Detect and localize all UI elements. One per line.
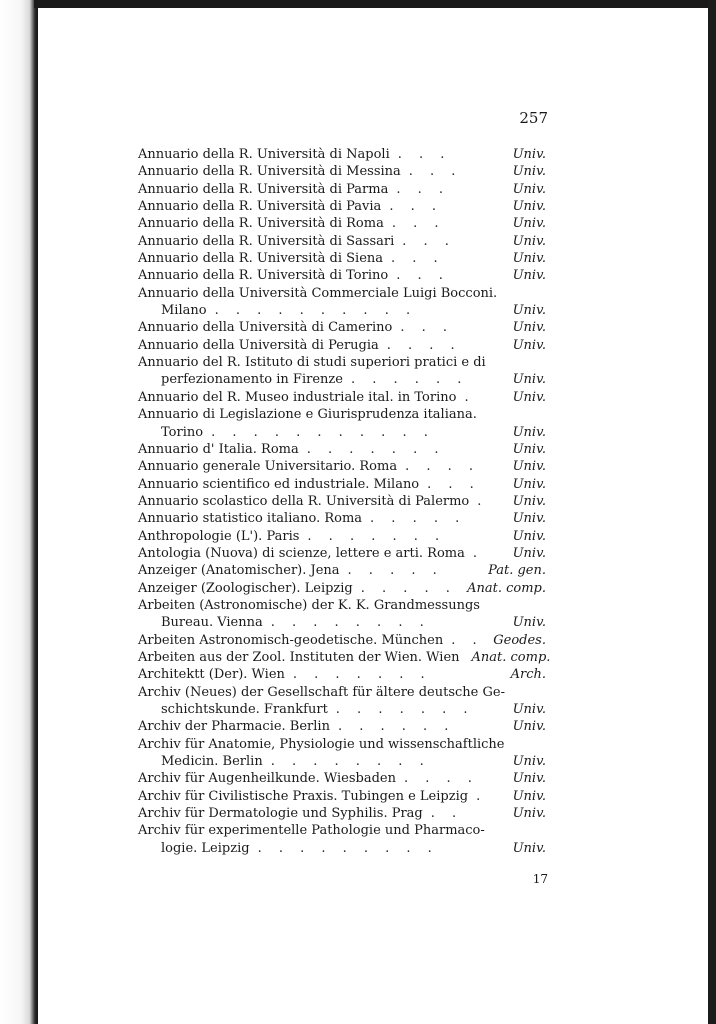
entry-line: [138, 580, 546, 597]
entry-line: [138, 770, 546, 787]
printer-signature-mark: 17: [532, 872, 548, 886]
entry-title: Milano: [161, 303, 207, 319]
entry-leader-dots: . . .: [400, 320, 454, 336]
entry-location-code: Univ.: [512, 372, 546, 388]
entry-title: Annuario della Università di Perugia: [138, 337, 379, 353]
entry-line: [138, 632, 546, 649]
entry-line: [138, 458, 546, 475]
entry-location-code: Univ.: [512, 199, 546, 215]
entry-line: [138, 736, 546, 753]
entry-leader-dots: .: [476, 788, 487, 804]
entry-line: [138, 666, 546, 683]
scan-left-edge: [0, 0, 38, 1024]
entry-line: [138, 493, 546, 510]
entry-title: Torino: [161, 424, 204, 440]
entry-location-code: Univ.: [512, 771, 546, 787]
entry-title: Annuario della Università di Camerino: [138, 320, 393, 336]
entry-leader-dots: . . .: [402, 233, 456, 249]
entry-location-code: Univ.: [512, 493, 546, 509]
entry-leader-dots: . . . . . .: [337, 719, 455, 735]
entry-location-code: Univ.: [512, 268, 546, 284]
entry-location-code: Anat. comp.: [467, 580, 546, 596]
entry-leader-dots: . . .: [427, 476, 481, 492]
entry-title: Antologia (Nuova) di scienze, lettere e arti. Roma: [138, 545, 465, 561]
entry-title: Annuario della R. Università di Parma: [138, 181, 389, 197]
entry-location-code: Geodes.: [493, 632, 546, 648]
entry-leader-dots: . . . . . .: [350, 372, 468, 388]
entry-leader-dots: . . .: [397, 147, 451, 162]
entry-location-code: Univ.: [512, 320, 546, 336]
entry-title: Arbeiten Astronomisch-geodetische. München: [138, 632, 444, 648]
entry-location-code: Univ.: [512, 528, 546, 544]
entry-title: Medicin. Berlin: [161, 754, 263, 770]
entry-leader-dots: . . . . . . . . . .: [214, 303, 417, 319]
entry-title: Archiv für Dermatologie und Syphilis. Prag: [138, 806, 423, 822]
entry-leader-dots: .: [464, 389, 476, 405]
entry-title: Anzeiger (Anatomischer). Jena: [138, 563, 340, 579]
entry-line: [138, 215, 546, 232]
entry-leader-dots: . . .: [391, 216, 446, 232]
entry-line: [138, 285, 546, 302]
entry-title: Archiv für experimentelle Pathologie und Pharmaco-: [138, 823, 485, 839]
entry-title: Annuario generale Universitario. Roma: [138, 459, 398, 475]
entry-location-code: Univ.: [512, 476, 546, 492]
entry-line: [138, 476, 546, 493]
entry-title: schichtskunde. Frankfurt: [161, 702, 328, 717]
entry-title: Annuario della R. Università di Napoli: [138, 147, 390, 162]
entry-title: Arbeiten aus der Zool. Instituten der Wien. Wien: [138, 649, 460, 665]
entry-leader-dots: . . .: [396, 181, 450, 197]
entry-line: [138, 389, 546, 406]
entry-leader-dots: . . . . .: [370, 511, 466, 527]
entry-leader-dots: . . . . . . .: [306, 441, 445, 457]
entry-title: logie. Leipzig: [161, 840, 250, 856]
entry-line: [138, 198, 546, 215]
entry-line: [138, 146, 546, 163]
entry-title: Archiv (Neues) der Gesellschaft für ältere deutsche Ge-: [138, 684, 505, 700]
entry-title: Annuario della R. Università di Roma: [138, 216, 384, 232]
entry-line: [138, 406, 546, 423]
entry-line: [138, 788, 546, 805]
entry-leader-dots: . .: [451, 632, 484, 648]
entry-leader-dots: . . . . .: [360, 580, 457, 596]
entry-title: Architektt (Der). Wien: [138, 667, 285, 683]
entry-leader-dots: .: [477, 493, 488, 509]
entry-title: Archiv für Augenheilkunde. Wiesbaden: [138, 771, 396, 787]
entry-title: perfezionamento in Firenze: [161, 372, 343, 388]
entry-continuation-line: [138, 701, 546, 718]
entry-location-code: Univ.: [512, 424, 546, 440]
entry-location-code: Univ.: [512, 511, 546, 527]
entry-leader-dots: . . .: [408, 164, 462, 180]
entry-line: [138, 337, 546, 354]
entry-location-code: Univ.: [512, 545, 546, 561]
entry-location-code: Univ.: [512, 615, 546, 631]
entry-location-code: Univ.: [512, 337, 546, 353]
entry-title: Annuario statistico italiano. Roma: [138, 511, 363, 527]
entry-location-code: Arch.: [510, 667, 546, 683]
entry-location-code: Univ.: [512, 251, 546, 267]
entry-title: Annuario di Legislazione e Giurisprudenza italiana.: [138, 407, 477, 423]
entry-title: Annuario d' Italia. Roma: [138, 441, 299, 457]
entry-leader-dots: . . . . . . . .: [270, 754, 431, 770]
entry-leader-dots: . . . . .: [347, 563, 444, 579]
entry-line: [138, 805, 546, 822]
entry-leader-dots: . . .: [389, 199, 443, 215]
entry-location-code: Univ.: [512, 441, 546, 457]
entry-location-code: Univ.: [512, 303, 546, 319]
entry-continuation-line: [138, 614, 546, 631]
entry-title: Annuario della R. Università di Pavia: [138, 199, 382, 215]
entry-line: [138, 267, 546, 284]
entry-continuation-line: [138, 371, 546, 388]
entry-line: [138, 181, 546, 198]
entry-title: Annuario del R. Istituto di studi superiori pratici e di: [138, 355, 486, 371]
entry-leader-dots: . . . .: [403, 771, 479, 787]
entry-title: Anthropologie (L'). Paris: [138, 528, 300, 544]
entry-title: Annuario scolastico della R. Università di Palermo: [138, 493, 470, 509]
entry-title: Annuario della R. Università di Sassari: [138, 233, 395, 249]
entry-title: Annuario della R. Università di Messina: [138, 164, 401, 180]
entry-line: [138, 528, 546, 545]
entry-leader-dots: . . . . . . . .: [270, 615, 431, 631]
entry-title: Anzeiger (Zoologischer). Leipzig: [138, 580, 353, 596]
entry-leader-dots: . . . . . . . . .: [257, 840, 439, 856]
entry-leader-dots: . . .: [396, 268, 450, 284]
entry-line: [138, 684, 546, 701]
scan-top-border: [34, 0, 708, 8]
entry-location-code: Univ.: [512, 719, 546, 735]
entry-leader-dots: . .: [430, 806, 463, 822]
entry-continuation-line: [138, 302, 546, 319]
entry-line: [138, 163, 546, 180]
entry-leader-dots: .: [472, 545, 484, 561]
entry-line: [138, 562, 546, 579]
entry-leader-dots: . . . . . . . . . . .: [211, 424, 435, 440]
entry-location-code: Univ.: [512, 389, 546, 405]
entry-line: [138, 319, 546, 336]
entry-location-code: Univ.: [512, 702, 546, 717]
entry-line: [138, 718, 546, 735]
entry-line: [138, 649, 551, 666]
entry-title: Arbeiten (Astronomische) der K. K. Grandmessungs: [138, 597, 480, 613]
entry-location-code: Anat. comp.: [471, 649, 551, 665]
entry-title: Archiv der Pharmacie. Berlin: [138, 719, 330, 735]
entry-title: Annuario del R. Museo industriale ital. in Torino: [138, 389, 457, 405]
entry-leader-dots: . . . . . . .: [292, 667, 432, 683]
scan-right-edge: [708, 0, 716, 1024]
entry-leader-dots: . . . .: [405, 459, 480, 475]
entry-leader-dots: . . . .: [386, 337, 462, 353]
entry-line: [138, 597, 546, 614]
entry-continuation-line: [138, 840, 546, 857]
entry-location-code: Univ.: [512, 181, 546, 197]
entry-leader-dots: . . .: [391, 251, 445, 267]
entry-location-code: Univ.: [512, 788, 546, 804]
entry-location-code: Univ.: [512, 216, 546, 232]
page-number: 257: [519, 109, 548, 127]
entry-title: Bureau. Vienna: [161, 615, 263, 631]
entry-leader-dots: . . . . . . .: [307, 528, 446, 544]
entry-title: Annuario della R. Università di Siena: [138, 251, 384, 267]
entry-line: [138, 510, 546, 527]
entry-line: [138, 545, 546, 562]
entry-continuation-line: [138, 424, 546, 441]
entry-location-code: Univ.: [512, 806, 546, 822]
entry-line: [138, 354, 546, 371]
entry-title: Annuario della Università Commerciale Luigi Bocconi.: [138, 285, 498, 301]
entry-line: [138, 441, 546, 458]
entry-location-code: Univ.: [512, 147, 546, 162]
entry-location-code: Univ.: [512, 459, 546, 475]
entry-line: [138, 233, 546, 250]
entry-location-code: Univ.: [512, 233, 546, 249]
entry-location-code: Univ.: [512, 164, 546, 180]
entry-continuation-line: [138, 753, 546, 770]
entry-title: Archiv für Civilistische Praxis. Tubingen e Leipzig: [138, 788, 469, 804]
entry-title: Annuario scientifico ed industriale. Milano: [138, 476, 420, 492]
entry-line: [138, 250, 546, 267]
entry-title: Archiv für Anatomie, Physiologie und wissenschaftliche: [138, 736, 505, 752]
entry-location-code: Univ.: [512, 840, 546, 856]
entry-title: Annuario della R. Università di Torino: [138, 268, 389, 284]
entry-location-code: Univ.: [512, 754, 546, 770]
entry-line: [138, 822, 546, 839]
entry-location-code: Pat. gen.: [488, 563, 546, 579]
entry-leader-dots: . . . . . . .: [335, 702, 475, 717]
catalog-entry-list: [138, 146, 551, 857]
